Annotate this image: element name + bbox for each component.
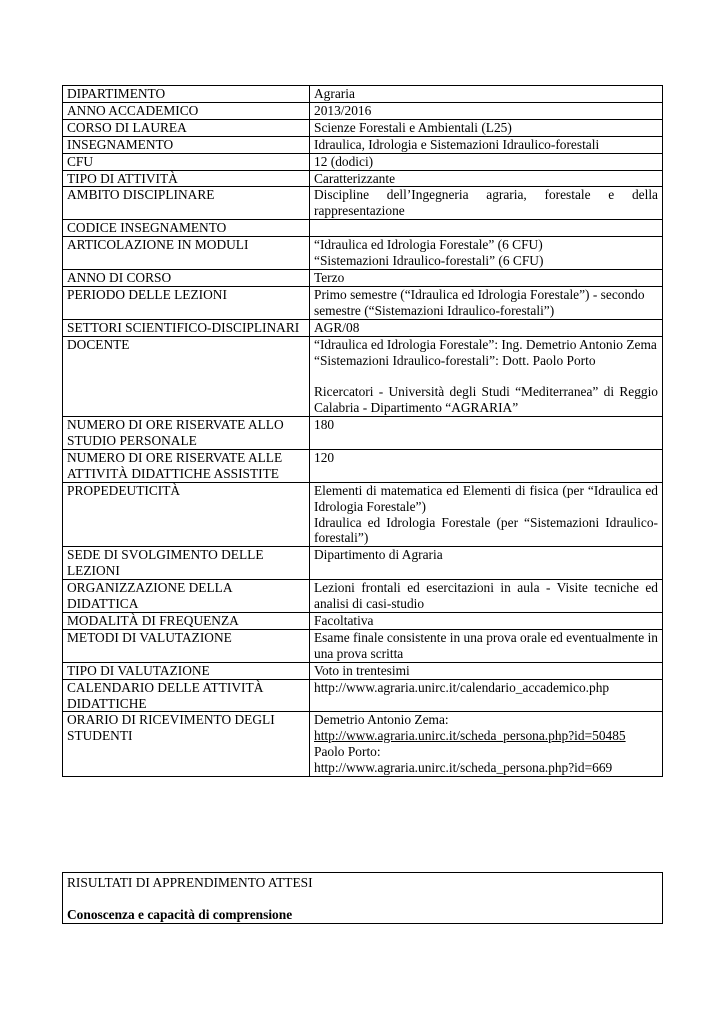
row-label: ANNO DI CORSO (63, 269, 310, 286)
row-label: CFU (63, 153, 310, 170)
row-value (310, 286, 663, 319)
value-line: Caratterizzante (314, 170, 396, 186)
value-line: Idraulica, Idrologia e Sistemazioni Idraulico-forestali (314, 136, 600, 152)
expected-results-box (62, 872, 663, 924)
row-label: CODICE INSEGNAMENTO (63, 220, 310, 237)
row-value (310, 136, 663, 153)
row-label: PERIODO DELLE LEZIONI (63, 286, 310, 319)
row-label: TIPO DI ATTIVITÀ (63, 170, 310, 187)
course-info-table-body (63, 86, 663, 777)
value-line: Agraria (314, 86, 355, 101)
value-line: Demetrio Antonio Zema: (314, 712, 449, 728)
value-line: “Sistemazioni Idraulico-forestali”: Dott. Paolo Porto (314, 352, 596, 368)
row-value (310, 187, 663, 220)
table-row (63, 449, 663, 482)
value-line: Idraulica ed Idrologia Forestale (per “Sistemazioni Idraulico-forestali”) (314, 514, 658, 546)
table-row (63, 269, 663, 286)
row-value (310, 269, 663, 286)
row-label: NUMERO DI ORE RISERVATE ALLO STUDIO PERSONALE (63, 417, 310, 450)
value-line: Discipline dell’Ingegneria agraria, forestale e della rappresentazione (314, 187, 658, 219)
table-row (63, 482, 663, 547)
row-label: AMBITO DISCIPLINARE (63, 187, 310, 220)
row-value (310, 482, 663, 547)
row-value (310, 580, 663, 613)
table-row (63, 629, 663, 662)
table-row (63, 319, 663, 336)
course-info-table (62, 85, 663, 777)
value-line: AGR/08 (314, 319, 360, 335)
value-line: Esame finale consistente in una prova orale ed eventualmente in una prova scritta (314, 629, 658, 661)
table-row (63, 712, 663, 777)
results-subheading: Conoscenza e capacità di comprensione (67, 906, 293, 922)
row-value (310, 319, 663, 336)
row-label: ORGANIZZAZIONE DELLA DIDATTICA (63, 580, 310, 613)
row-value (310, 629, 663, 662)
value-line: Lezioni frontali ed esercitazioni in aula - Visite tecniche ed analisi di casi-studio (314, 580, 658, 612)
table-row (63, 547, 663, 580)
row-value (310, 153, 663, 170)
row-value (310, 417, 663, 450)
table-row (63, 153, 663, 170)
row-label: METODI DI VALUTAZIONE (63, 629, 310, 662)
row-value (310, 237, 663, 270)
row-value (310, 119, 663, 136)
blank-line (314, 368, 658, 384)
row-value (310, 662, 663, 679)
value-line: Scienze Forestali e Ambientali (L25) (314, 119, 512, 135)
row-value (310, 102, 663, 119)
row-value (310, 712, 663, 777)
table-row (63, 136, 663, 153)
zema-profile-link[interactable]: http://www.agraria.unirc.it/scheda_persona.php?id=50485 (314, 728, 626, 744)
table-row (63, 286, 663, 319)
table-row (63, 170, 663, 187)
row-value (310, 449, 663, 482)
value-line: Dipartimento di Agraria (314, 547, 443, 563)
value-line: 180 (314, 417, 335, 433)
porto-profile-link-text: http://www.agraria.unirc.it/scheda_persona.php?id=669 (314, 760, 613, 776)
table-row (63, 417, 663, 450)
table-row (63, 612, 663, 629)
row-value (310, 86, 663, 103)
value-line: Elementi di matematica ed Elementi di fisica (per “Idraulica ed Idrologia Forestale”) (314, 482, 658, 514)
row-label: SETTORI SCIENTIFICO-DISCIPLINARI (63, 319, 310, 336)
row-label: INSEGNAMENTO (63, 136, 310, 153)
row-label: CORSO DI LAUREA (63, 119, 310, 136)
row-label: PROPEDEUTICITÀ (63, 482, 310, 547)
row-value (310, 612, 663, 629)
table-row (63, 662, 663, 679)
row-label: MODALITÀ DI FREQUENZA (63, 612, 310, 629)
row-label: NUMERO DI ORE RISERVATE ALLE ATTIVITÀ DIDATTICHE ASSISTITE (63, 449, 310, 482)
row-label: SEDE DI SVOLGIMENTO DELLE LEZIONI (63, 547, 310, 580)
row-value (310, 220, 663, 237)
table-row (63, 119, 663, 136)
row-label: ANNO ACCADEMICO (63, 102, 310, 119)
value-line: 12 (dodici) (314, 153, 374, 169)
value-line: Voto in trentesimi (314, 662, 410, 678)
value-line: Paolo Porto: (314, 744, 381, 760)
table-row (63, 237, 663, 270)
results-heading: RISULTATI DI APPRENDIMENTO ATTESI (67, 875, 313, 890)
row-value (310, 336, 663, 417)
value-line: Ricercatori - Università degli Studi “Mediterranea” di Reggio Calabria - Dipartimento “AGRARIA” (314, 384, 658, 416)
row-value (310, 547, 663, 580)
row-label: CALENDARIO DELLE ATTIVITÀ DIDATTICHE (63, 679, 310, 712)
table-row (63, 580, 663, 613)
calendar-link-text: http://www.agraria.unirc.it/calendario_accademico.php (314, 679, 610, 695)
table-row (63, 679, 663, 712)
value-line: Primo semestre (“Idraulica ed Idrologia Forestale”) - secondo semestre (“Sistemazioni Idraulico-forestali”) (314, 286, 645, 318)
row-label: ORARIO DI RICEVIMENTO DEGLI STUDENTI (63, 712, 310, 777)
table-row (63, 102, 663, 119)
row-value (310, 170, 663, 187)
value-line: 2013/2016 (314, 102, 372, 118)
value-line: “Idraulica ed Idrologia Forestale” (6 CFU) (314, 237, 543, 253)
row-label: ARTICOLAZIONE IN MODULI (63, 237, 310, 270)
value-line: “Idraulica ed Idrologia Forestale”: Ing. Demetrio Antonio Zema (314, 336, 657, 352)
table-row (63, 336, 663, 417)
row-value (310, 679, 663, 712)
table-row (63, 220, 663, 237)
value-line: Terzo (314, 269, 345, 285)
course-info-sheet (62, 85, 663, 777)
table-row (63, 86, 663, 103)
value-line: Facoltativa (314, 612, 374, 628)
row-label: TIPO DI VALUTAZIONE (63, 662, 310, 679)
row-label: DIPARTIMENTO (63, 86, 310, 103)
value-line: 120 (314, 449, 335, 465)
row-label: DOCENTE (63, 336, 310, 417)
table-row (63, 187, 663, 220)
value-line: “Sistemazioni Idraulico-forestali” (6 CFU) (314, 253, 544, 269)
